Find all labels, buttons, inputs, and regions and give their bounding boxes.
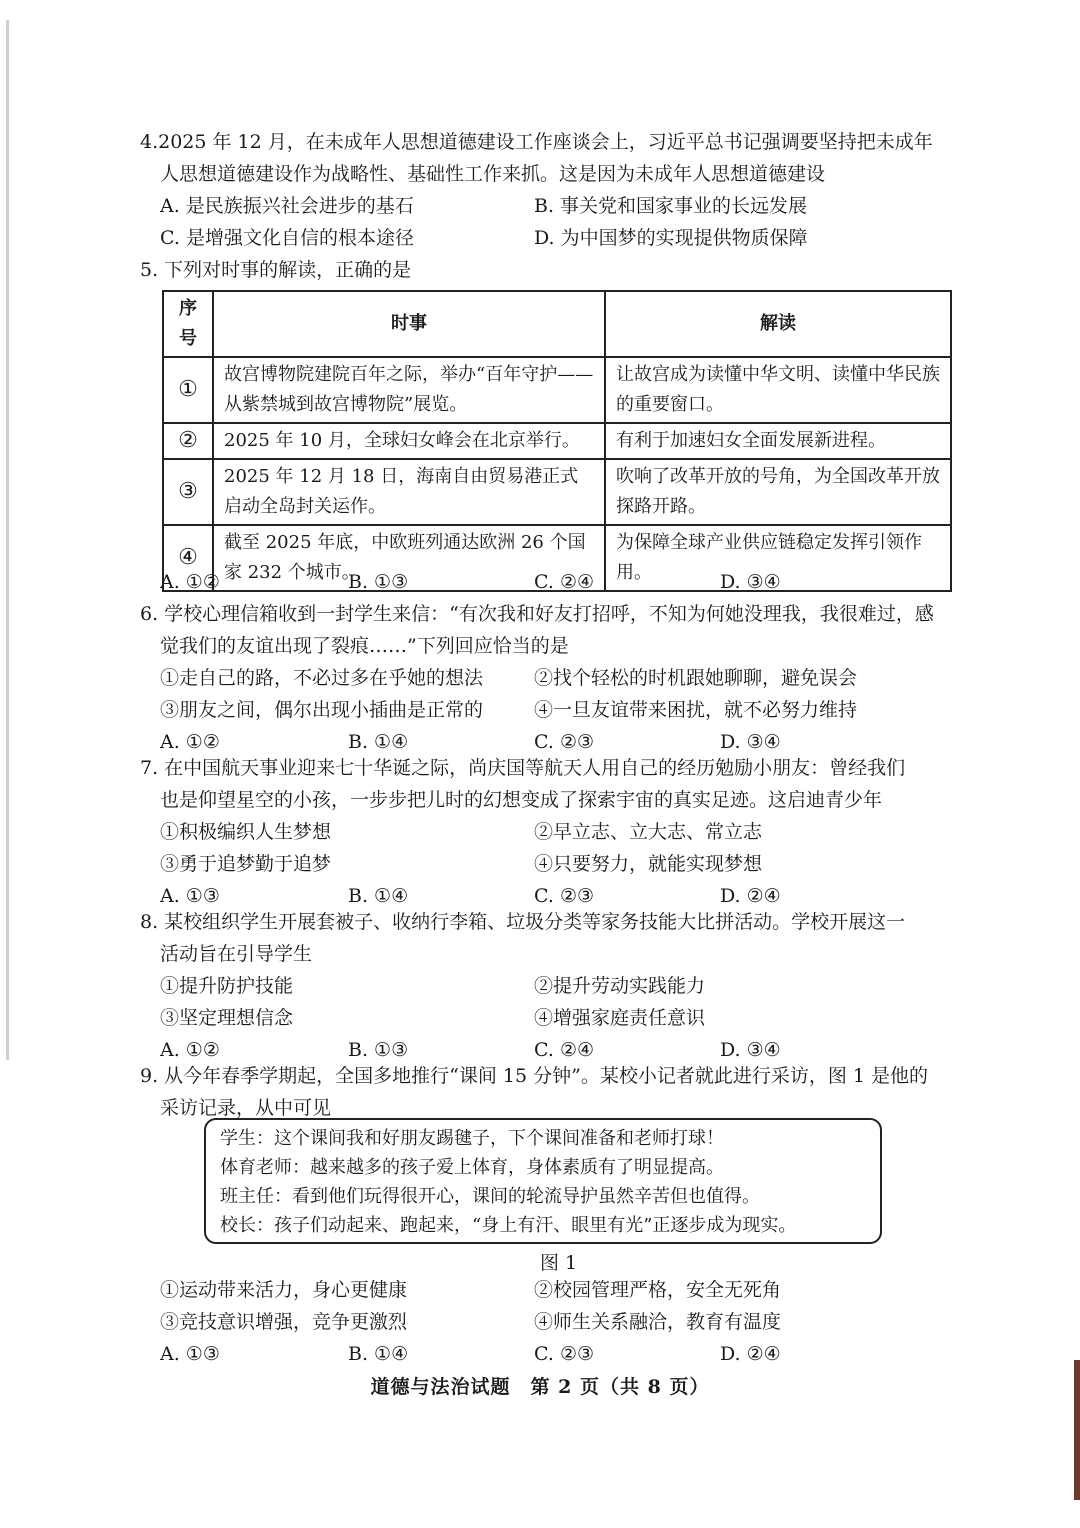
figure-line-head-teacher: 班主任：看到他们玩得很开心，课间的轮流导护虽然辛苦但也值得。: [220, 1186, 760, 1207]
q9-choice-a[interactable]: A. ①③: [160, 1343, 220, 1365]
q6-items-row1: [140, 662, 960, 694]
q8-stem-line1: 8. 某校组织学生开展套被子、收纳行李箱、垃圾分类等家务技能大比拼活动。学校开展这一: [140, 911, 906, 933]
q7-items-row1: [140, 816, 960, 848]
q4-option-b[interactable]: B. 事关党和国家事业的长远发展: [534, 195, 808, 217]
row-number: ①: [163, 357, 213, 423]
row-interpretation: 吹响了改革开放的号角，为全国改革开放探路开路。: [605, 459, 951, 525]
table-row: [163, 459, 951, 525]
q8-item-3: ③坚定理想信念: [160, 1007, 294, 1029]
header-interpretation: 解读: [605, 291, 951, 357]
figure-line-principal: 校长：孩子们动起来、跑起来，“身上有汗、眼里有光”正逐步成为现实。: [220, 1215, 797, 1236]
row-event: 2025 年 12 月 18 日，海南自由贸易港正式启动全岛封关运作。: [213, 459, 605, 525]
q8-choice-a[interactable]: A. ①②: [160, 1039, 220, 1061]
row-number: ②: [163, 423, 213, 459]
q6-item-3: ③朋友之间，偶尔出现小插曲是正常的: [160, 699, 484, 721]
q5-choice-c[interactable]: C. ②④: [534, 571, 595, 593]
q8-item-1: ①提升防护技能: [160, 975, 294, 997]
q4-option-c[interactable]: C. 是增强文化自信的根本途径: [160, 227, 414, 249]
q7-choice-b[interactable]: B. ①④: [348, 885, 409, 907]
q6-stem-line2: 觉我们的友谊出现了裂痕……”下列回应恰当的是: [160, 635, 569, 657]
q4-stem-line1: 4.2025 年 12 月，在未成年人思想道德建设工作座谈会上，习近平总书记强调要坚持把未成年: [140, 131, 933, 153]
q9-choices-row: [140, 1338, 960, 1370]
q7-item-4: ④只要努力，就能实现梦想: [534, 853, 763, 875]
q7-item-3: ③勇于追梦勤于追梦: [160, 853, 332, 875]
row-number: ④: [163, 525, 213, 591]
question-4: [140, 126, 960, 254]
figure-line-student: 学生：这个课间我和好朋友踢毽子，下个课间准备和老师打球！: [220, 1128, 724, 1149]
row-number: ③: [163, 459, 213, 525]
q7-item-1: ①积极编织人生梦想: [160, 821, 332, 843]
q5-choices: [140, 566, 960, 598]
q9-answers: [140, 1274, 960, 1370]
q9-item-2: ②校园管理严格，安全无死角: [534, 1279, 782, 1301]
q7-stem-line1: 7. 在中国航天事业迎来七十华诞之际，尚庆国等航天人用自己的经历勉励小朋友：曾经我们: [140, 757, 906, 779]
header-event: 时事: [213, 291, 605, 357]
question-6: [140, 598, 960, 758]
q8-items-row2: [140, 1002, 960, 1034]
q4-stem-line2: 人思想道德建设作为战略性、基础性工作来抓。这是因为未成年人思想道德建设: [160, 163, 826, 185]
q8-items-row1: [140, 970, 960, 1002]
q4-option-d[interactable]: D. 为中国梦的实现提供物质保障: [534, 227, 808, 249]
interview-record-figure: [204, 1118, 882, 1244]
row-event: 2025 年 10 月，全球妇女峰会在北京举行。: [213, 423, 605, 459]
current-events-table: [162, 290, 952, 592]
scan-edge-left: [6, 20, 9, 1060]
q6-choice-a[interactable]: A. ①②: [160, 731, 220, 753]
q4-option-a[interactable]: A. 是民族振兴社会进步的基石: [160, 195, 414, 217]
row-interpretation: 让故宫成为读懂中华文明、读懂中华民族的重要窗口。: [605, 357, 951, 423]
q6-items-row2: [140, 694, 960, 726]
figure-caption: 图 1: [540, 1252, 578, 1274]
q9-item-4: ④师生关系融洽，教育有温度: [534, 1311, 782, 1333]
question-9: [140, 1060, 960, 1124]
row-event: 故宫博物院建院百年之际，举办“百年守护——从紫禁城到故宫博物院”展览。: [213, 357, 605, 423]
q5-choice-d[interactable]: D. ③④: [720, 571, 781, 593]
q8-stem-line2: 活动旨在引导学生: [160, 943, 313, 965]
q8-item-4: ④增强家庭责任意识: [534, 1007, 706, 1029]
table-row: [163, 357, 951, 423]
q9-item-1: ①运动带来活力，身心更健康: [160, 1279, 408, 1301]
table-row: [163, 423, 951, 459]
q6-stem-line1: 6. 学校心理信箱收到一封学生来信：“有次我和好友打招呼，不知为何她没理我，我很难过，感: [140, 603, 934, 625]
question-8: [140, 906, 960, 1066]
q9-choice-d[interactable]: D. ②④: [720, 1343, 781, 1365]
q9-choice-b[interactable]: B. ①④: [348, 1343, 409, 1365]
q4-options-row1: [140, 190, 960, 222]
q7-choice-a[interactable]: A. ①③: [160, 885, 220, 907]
q6-item-1: ①走自己的路，不必过多在乎她的想法: [160, 667, 484, 689]
question-7: [140, 752, 960, 912]
q7-choice-d[interactable]: D. ②④: [720, 885, 781, 907]
page-footer: 道德与法治试题 第 2 页（共 8 页）: [370, 1376, 710, 1398]
q9-items-row1: [140, 1274, 960, 1306]
q8-choice-b[interactable]: B. ①③: [348, 1039, 409, 1061]
q4-options-row2: [140, 222, 960, 254]
q9-stem-line1: 9. 从今年春季学期起，全国多地推行“课间 15 分钟”。某校小记者就此进行采访，图 1 是他的: [140, 1065, 929, 1087]
q7-choice-c[interactable]: C. ②③: [534, 885, 595, 907]
row-interpretation: 有利于加速妇女全面发展新进程。: [605, 423, 951, 459]
q9-stem-line2: 采访记录，从中可见: [160, 1097, 332, 1119]
q6-choice-d[interactable]: D. ③④: [720, 731, 781, 753]
q9-item-3: ③竞技意识增强，竞争更激烈: [160, 1311, 408, 1333]
row-event: 截至 2025 年底，中欧班列通达欧洲 26 个国家 232 个城市。: [213, 525, 605, 591]
q8-item-2: ②提升劳动实践能力: [534, 975, 706, 997]
header-number: 序号: [163, 291, 213, 357]
q9-items-row2: [140, 1306, 960, 1338]
q9-choice-c[interactable]: C. ②③: [534, 1343, 595, 1365]
figure-line-pe-teacher: 体育老师：越来越多的孩子爱上体育，身体素质有了明显提高。: [220, 1157, 724, 1178]
row-interpretation: 为保障全球产业供应链稳定发挥引领作用。: [605, 525, 951, 591]
q5-choice-a[interactable]: A. ①②: [160, 571, 220, 593]
question-5: [140, 254, 960, 286]
q8-choice-c[interactable]: C. ②④: [534, 1039, 595, 1061]
q6-choice-c[interactable]: C. ②③: [534, 731, 595, 753]
q6-choice-b[interactable]: B. ①④: [348, 731, 409, 753]
q8-choice-d[interactable]: D. ③④: [720, 1039, 781, 1061]
q7-stem-line2: 也是仰望星空的小孩，一步步把儿时的幻想变成了探索宇宙的真实足迹。这启迪青少年: [160, 789, 883, 811]
q7-items-row2: [140, 848, 960, 880]
q6-item-2: ②找个轻松的时机跟她聊聊，避免误会: [534, 667, 858, 689]
q7-item-2: ②早立志、立大志、常立志: [534, 821, 763, 843]
q6-item-4: ④一旦友谊带来困扰，就不必努力维持: [534, 699, 858, 721]
table-header-row: [163, 291, 951, 357]
q5-choices-row: [140, 566, 960, 598]
q5-stem: 5. 下列对时事的解读，正确的是: [140, 259, 412, 281]
q5-choice-b[interactable]: B. ①③: [348, 571, 409, 593]
